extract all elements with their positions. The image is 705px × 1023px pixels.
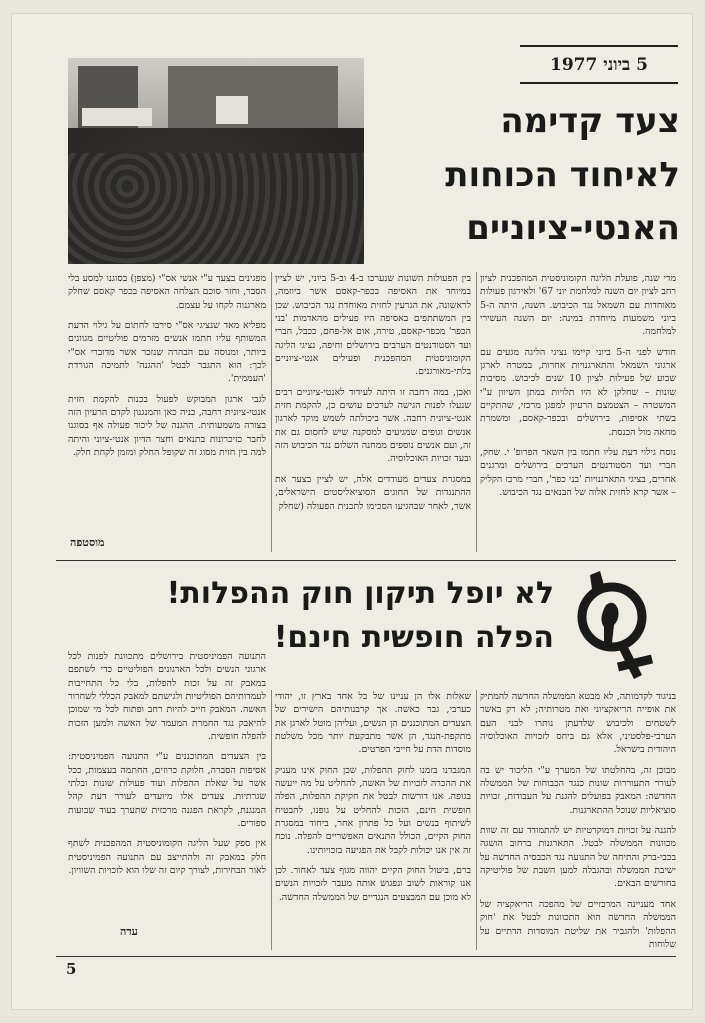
article1-signature: מוסטפה bbox=[70, 536, 105, 549]
paragraph: מבוכן זה, בהחלטתו של המערך ע"י הליכוד יש בה לעורר התעוררות שונות כנגד הכבוחות של הממשלה החדשה: המאבק בפועלים להגנת על העבודות, זכויות סוציאליות שנוכל ההתארגנות. bbox=[480, 764, 676, 816]
headline-line: צעד קדימה bbox=[500, 101, 680, 141]
paragraph: ואכן, במה רחבה זו היתה לעידוד לאנטי-ציוניים רבים שנעלו לפנות הגישה לערכים עושים כן, להקמת חזית אנטי-ציונית רחבה. אשר ביכולתה לשמש מוקד לארגון אנשים וגופים שמגיעים למסקנה שיש לחסום גם את זה, ועם אנשים נוספים ממחנה השלום נגד הכיבוש הזה ובעד זכויות האוכלוסיה. bbox=[275, 386, 471, 465]
article2-column-2 bbox=[275, 690, 471, 950]
column-rule bbox=[271, 272, 272, 552]
paragraph: התנועה הפמיניסטית בירושלים מתכוונת לפנות לכל ארגוני הנשים ולכל הארגונים הפוליטיים כדי לשתפם במאבק זה על זכות להפלות, בלי כל התחייבות לעמדותיהם הפוליטיות ולגישתם למאבק הכללי לשחרור האשה. המאבק חייב להיות רחב ופתוח לכל מי שמוכן להיאבק נגד החמרת המעמד של האשה ולמען הזכות להפלה חופשית. bbox=[68, 651, 266, 743]
top-rule bbox=[520, 45, 678, 47]
column-rule bbox=[271, 690, 272, 950]
article2-column-1 bbox=[480, 690, 676, 950]
paragraph: שאלות אלו הן עניינו של כל אחד בארץ זו, יהודי כערבי, גבר כאשה. אך קרבנותיהם הישירים של הצעדים המתוכננים הן הנשים, ועליהן מוטל לארגן את מתקפת-הנגד, הן אשר מתבקעת יותר מכל משלטת מוסדות הדת על חייבי הפרטים. bbox=[275, 691, 471, 756]
feminist-fist-emblem-icon bbox=[560, 565, 675, 685]
headline-line: הפלה חופשית חינם! bbox=[273, 619, 554, 655]
paragraph: בניגוד לקדמותה, לא מבטא הממשלה החדשה להמתיק את אופייה הריאקציוני ואת מטרותיה; לא רק באשר לשטחים ולכיבוש שלדעתן נותרו לבני העם הערבי-פלסטיני, אלא גם ביחס לזכויות האוכלוסיה היהודית בישראל. bbox=[480, 691, 676, 756]
paragraph: בין הצעדים המתוכננים ע"י התנועה הפמיניסטית: אסיפות הסברה, חלוקת כרוזים, החתמה בעצמות, ככל אשר על שאלת ההפלות ועוד פעולות שונות ובלתי שגרתיות. צעדים אלו מיועדים לעורר דעת קהל המנגנת, לקראת הפגנה מרכזית שתערך בעוד שבועות ספורים. bbox=[68, 751, 266, 830]
paragraph: מפליא מאד שנציגי אס"י סירבו לחתום על גילוי הדעת המשותף עליו חתמו אנשים מזרמים פוליטיים מגוונים ביותר, ומנוסה עם הבהרה שנזכר אשר מדוברי אס"י לכך: הוא התגבר לבטל 'ההגנה' לתמיכה הגורדת 'העממית'. bbox=[68, 320, 266, 385]
article1-headline bbox=[380, 95, 680, 256]
article2-column-3 bbox=[68, 650, 266, 920]
column-rule bbox=[476, 272, 477, 552]
photo-caption: מפגינים בצעד ע"י אנשי אס"י (מצפן) בסוגנו למסע בלי הסבר, וחזר סוכם הצלחה האסיפה בכפר קאסם שחלק מארגנוה לקחו על עצמם. bbox=[68, 273, 266, 311]
paragraph: נוסח גילוי דעת עליו חתמו בין השאר הפרופ' י. שחק, חברי ועד הסטודנטים הערבים בירושלים ומרגנים אחרים, בציגי התארגנויות 'בני כפר', חברי מרכז הקליק – אשר קרא לחזית אלוה של הבנאים נגד הכיבוש. bbox=[480, 447, 676, 499]
photo-banner bbox=[216, 96, 248, 124]
paragraph: מדי שנה, פועלת הליגה הקומוניסטית המהפכנית לציון רחב לציון יום השנה למלחמת יוני 67' ולאירגון פעולות מאוחדות עם השמאל נגד הכיבוש. השנה, היתה ה-5 ביוני משמעות מיוחדת במינה: יום השנה העשירי למלחמה. bbox=[480, 273, 676, 338]
article2-headline bbox=[64, 572, 554, 659]
paragraph: המגבדנו בזמנו לחוק ההפלות, שכן החוק אינו מעניק את ההכרה לזכויות של האשה, להחליט על מה ייעשה בגופה. אנו דורשות לבטל את חקיקת ההפלות, הפלה חופשית חינם, הזכות להחליט על גופנו, להבטיח לשיתוף בנשים ועל כל פתרון אחר, ביחוד במסגרת החוק הקיים, הכולל התנאים האפשריים להפלה. נוכח זה אין אנו יכולות לקבל את הפגיעה בזכויותינו. bbox=[275, 764, 471, 856]
paragraph: חודש לפני ה-5 ביוני קיימו נציגי הליגה מגעים עם ארגוני השמאל והתארגנויות אחרות, במטרה לארגן שבוע של פעילות לציון 10 שנים לכיבוש. מסיבות שונות – שחלקן לא היו תלויות במתן השיוון ע"י המשטרה – הצטמצם הרעיון למפגן מרכזי, שהתקיים בשתי אסיפות, בירושלים ובכפר-קאסם, ומשמרת מחאה מול הכנסת. bbox=[480, 346, 676, 438]
paragraph: אין ספק שעל הליגה הקומוניסטית המהפכנית לשתף חלק במאבק זה ולהתייצב עם התנועה הפמיניסטית לאור הבחירות, לצורך קיום זה שלו הוא לזכויות השוויון. bbox=[68, 838, 266, 877]
headline-line: לא יופל תיקון חוק ההפלות! bbox=[166, 576, 554, 611]
article1-column-1 bbox=[480, 272, 676, 552]
article1-column-2 bbox=[275, 272, 471, 552]
headline-line: לאיחוד הכוחות bbox=[445, 154, 680, 195]
headline-line: האנטי-ציוניים bbox=[466, 208, 680, 249]
photo-banner bbox=[82, 108, 152, 126]
photo-crowd bbox=[68, 153, 364, 264]
photo-building bbox=[168, 66, 338, 128]
section-divider bbox=[56, 560, 676, 561]
bottom-rule bbox=[56, 956, 676, 957]
column-rule bbox=[476, 690, 477, 950]
page-number: 5 bbox=[66, 960, 77, 978]
article2-signature: עדה bbox=[120, 925, 138, 938]
paragraph: להגנה על זכויות דמוקרטיות יש להתמודד עם זה שוות מכוונות הממשלה לבטל. התארגנות ברחוב הושגה בכבי-ברק והתיחה של התנועה נגד הכבסיה החדשה על ישיבת הממשלה ובהגבלה למען השבת של פוליטיקה בחורשים הבאים. bbox=[480, 825, 676, 890]
paragraph: במסגרת צעדים מעודדים אלה, יש לציין בצער את ההתנגדות של החוגים הסוציאליסטים הישראלים, אשר, לאחר שבהגיעו הסכימו לתכנית הפעולה (שחלק bbox=[275, 473, 471, 512]
demonstration-photo bbox=[68, 58, 364, 264]
issue-date: 5 ביוני 1977 bbox=[520, 48, 678, 84]
article1-column-3 bbox=[68, 272, 266, 532]
paragraph: לגבי ארגון המבוקש לפעול בכנות להקמת חזית אנטי-ציונית רחבה, כניה כאן והמנגנון לקדם הרעיון הזה בצורה משמעותית. ההגנה של ליכוד פעולה אף בסוגנו לחבר כזיכרונות בתנאים וחצר הדיון אנטי-ציוני והיתה למה בין חזית מסוג זה שקופל החלק ומזמן לקחת חלק. bbox=[68, 393, 266, 459]
paragraph: בין הפעולות השונות שנערכו ב-4 וב-5 ביוני, יש לציין במיוחד את האסיפה בכפר-קאסם אשר ביוזמה, לראשונה, את הגרעין לחזית מאוחדת נגד הכיבוש. שכן בין המשתתפים באסיפה היו פעילים מהאדמות 'בני הכפר' מכפר-קאסם, טירה, אום אל-פחם, ככבל, חברי ועד הסטודנטים הערבים בירושלים וחיפה, נציגי הליגה הקומוניסטית המהפכנית ופעילים אנטי-ציוניים בלתי-מאורגנים. bbox=[275, 273, 471, 378]
paragraph: אחד מעניינה המרכזיים של מהפכה הריאקציה של הממשלה החדשה הוא התכוונות לבטל את 'חוק ההפלות' ולהגביר את שליטת המוסדות הדתיים על שלוחות bbox=[480, 898, 676, 950]
paragraph: ברם, ביטול החוק הקיים יהווה מגוף צעד לאחור. לכן אנו קוראות לשוב ונפגוש אותה מעבר לזכויות הנשים לא מוכן עם המבצעים הנגדיים של הממשלה החדשה. bbox=[275, 865, 471, 903]
